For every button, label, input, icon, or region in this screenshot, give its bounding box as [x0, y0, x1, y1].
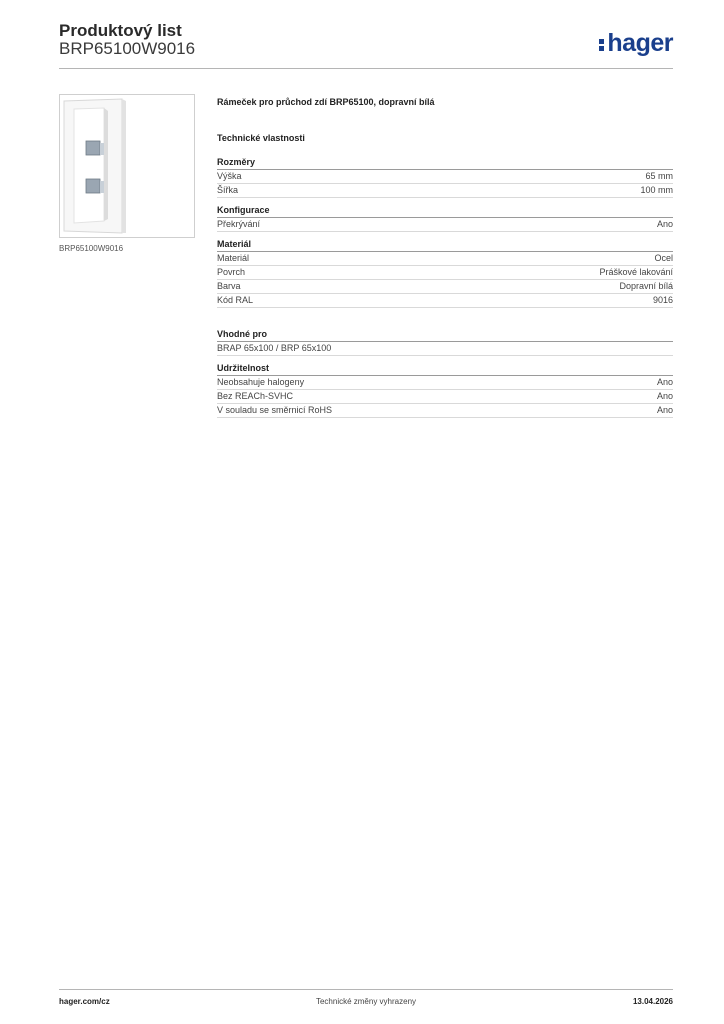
spec-value: Ano	[656, 405, 673, 415]
spec-row	[217, 280, 673, 294]
spec-value: Ano	[656, 219, 673, 229]
spec-label: Překrývání	[217, 219, 261, 229]
section-title-sustainability: Udržitelnost	[217, 362, 673, 376]
product-image	[59, 94, 195, 238]
spec-value: Dopravní bílá	[619, 281, 673, 291]
logo-colon-icon	[599, 33, 605, 53]
spec-label: Výška	[217, 171, 242, 181]
spec-row	[217, 404, 673, 418]
spec-row	[217, 294, 673, 308]
disclaimer-text: Technické změny vyhrazeny	[315, 997, 417, 1006]
website-link[interactable]: hager.com/cz	[59, 997, 110, 1006]
section-title-dimensions: Rozměry	[217, 156, 673, 170]
logo-text: hager	[607, 29, 673, 57]
spec-row	[217, 266, 673, 280]
spec-label: Kód RAL	[217, 295, 254, 305]
section-title-suitable-for: Vhodné pro	[217, 328, 673, 342]
page-footer	[59, 997, 673, 1009]
page-title: Produktový list	[59, 21, 182, 40]
product-image-caption: BRP65100W9016	[59, 244, 124, 253]
product-description: Rámeček pro průchod zdí BRP65100, dopravní bílá	[217, 97, 435, 107]
spec-value: Ano	[656, 391, 673, 401]
spec-label: Povrch	[217, 267, 246, 277]
hager-logo[interactable]	[599, 29, 673, 57]
footer-divider	[59, 989, 673, 990]
spec-row	[217, 342, 673, 356]
document-date: 13.04.2026	[632, 997, 673, 1006]
spec-label: Šířka	[217, 185, 239, 195]
spec-row	[217, 218, 673, 232]
section-title-material: Materiál	[217, 238, 673, 252]
spec-row	[217, 184, 673, 198]
spec-row	[217, 390, 673, 404]
spec-label: Barva	[217, 281, 241, 291]
spec-row	[217, 252, 673, 266]
product-code: BRP65100W9016	[59, 39, 196, 58]
spec-value: Ano	[656, 377, 673, 387]
spec-row	[217, 170, 673, 184]
spec-value: 9016	[652, 295, 673, 305]
spec-row	[217, 376, 673, 390]
header-divider	[59, 68, 673, 69]
page-header	[59, 20, 673, 70]
spec-value: 65 mm	[645, 171, 673, 181]
section-title-configuration: Konfigurace	[217, 204, 673, 218]
product-specs	[217, 96, 673, 418]
spec-value: Práškové lakování	[599, 267, 673, 277]
spec-label: V souladu se směrnicí RoHS	[217, 405, 333, 415]
technical-properties-heading: Technické vlastnosti	[217, 133, 305, 143]
spec-label: Neobsahuje halogeny	[217, 377, 305, 387]
spec-value: Ocel	[654, 253, 673, 263]
spec-label: Bez REACh-SVHC	[217, 391, 294, 401]
spec-label: Materiál	[217, 253, 250, 263]
spec-label: BRAP 65x100 / BRP 65x100	[217, 343, 332, 353]
wall-frame-illustration	[60, 95, 194, 237]
spec-value: 100 mm	[640, 185, 673, 195]
